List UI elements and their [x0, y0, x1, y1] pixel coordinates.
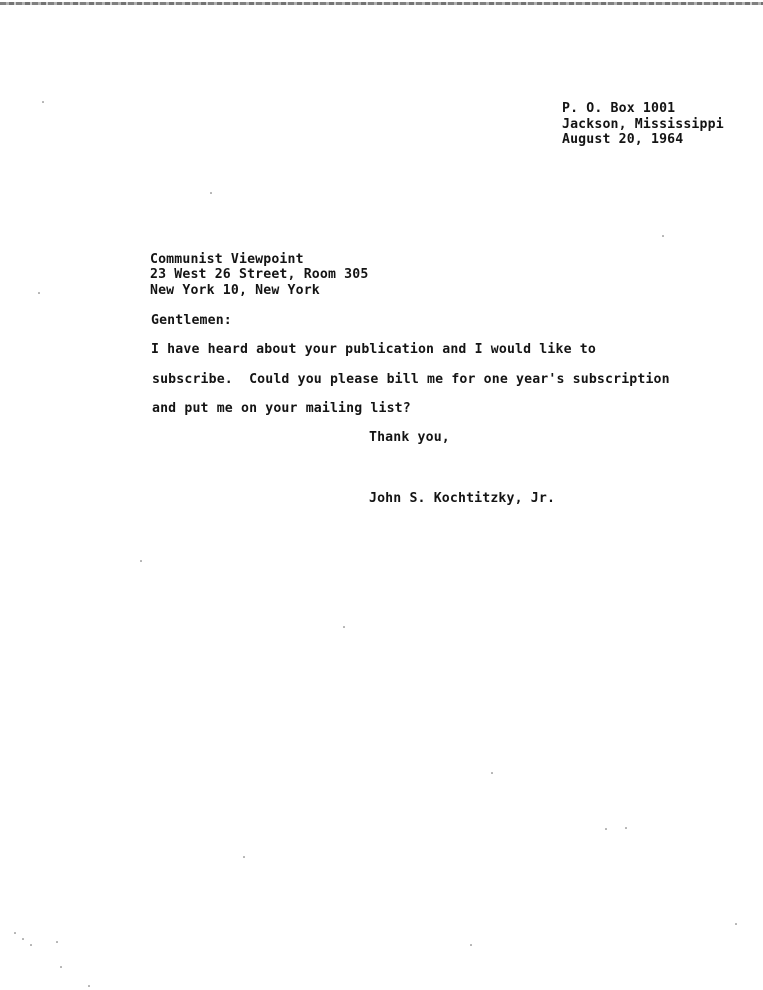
scan-speck [605, 828, 607, 830]
scan-speck [625, 827, 627, 829]
recipient-city: New York 10, New York [150, 283, 320, 298]
scan-speck [662, 235, 664, 237]
scan-speck [60, 966, 62, 968]
scan-speck [88, 985, 90, 987]
page-top-edge [0, 2, 763, 5]
body-line-1: I have heard about your publication and I would like to [151, 342, 596, 357]
closing: Thank you, [369, 430, 450, 445]
scan-speck [30, 944, 32, 946]
scan-speck [22, 938, 24, 940]
scan-speck [14, 932, 16, 934]
sender-city-state: Jackson, Mississippi [562, 117, 724, 132]
letter-date: August 20, 1964 [562, 132, 684, 147]
body-line-2: subscribe. Could you please bill me for one year's subscription [152, 372, 670, 387]
signature-name: John S. Kochtitzky, Jr. [369, 491, 556, 506]
scan-speck [343, 626, 345, 628]
scan-speck [735, 923, 737, 925]
scan-speck [140, 560, 142, 562]
scan-speck [56, 941, 58, 943]
scan-speck [243, 856, 245, 858]
scan-speck [210, 192, 212, 194]
salutation: Gentlemen: [151, 313, 232, 328]
recipient-street: 23 West 26 Street, Room 305 [150, 267, 369, 282]
scan-speck [42, 101, 44, 103]
body-line-3: and put me on your mailing list? [152, 401, 411, 416]
scan-speck [38, 292, 40, 294]
recipient-name: Communist Viewpoint [150, 252, 304, 267]
scan-speck [491, 772, 493, 774]
scan-speck [470, 944, 472, 946]
sender-po-box: P. O. Box 1001 [562, 101, 676, 116]
